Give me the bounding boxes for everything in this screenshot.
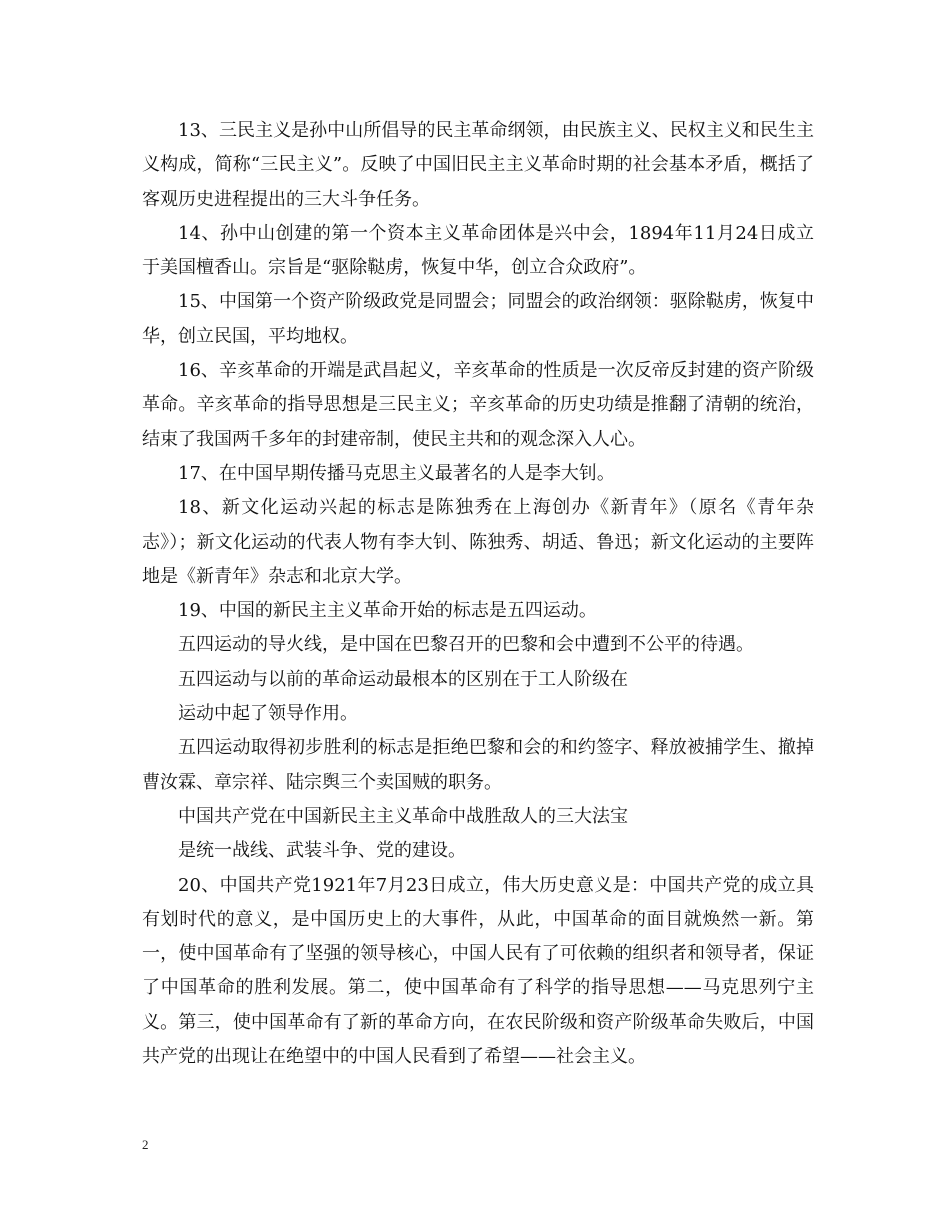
paragraph-18: 18、新文化运动兴起的标志是陈独秀在上海创办《新青年》（原名《青年杂志》）；新文化运动的代表人物有李大钊、陈独秀、胡适、鲁迅；新文化运动的主要阵地是《新青年》杂志和北京大学。 bbox=[142, 497, 814, 587]
paragraph-may-fourth-difference: 五四运动与以前的革命运动最根本的区别在于工人阶级在 bbox=[178, 668, 628, 690]
paragraph-may-fourth-victory: 五四运动取得初步胜利的标志是拒绝巴黎和会的和约签字、释放被捕学生、撤掉曹汝霖、章宗祥、陆宗舆三个卖国贼的职务。 bbox=[142, 737, 814, 793]
paragraph-16: 16、辛亥革命的开端是武昌起义，辛亥革命的性质是一次反帝反封建的资产阶级革命。辛亥革命的指导思想是三民主义；辛亥革命的历史功绩是推翻了清朝的统治，结束了我国两千多年的封建帝制，使民主共和的观念深入人心。 bbox=[142, 360, 814, 450]
paragraph-may-fourth-trigger: 五四运动的导火线，是中国在巴黎召开的巴黎和会中遭到不公平的待遇。 bbox=[178, 634, 754, 656]
paragraph-three-magic-weapons: 中国共产党在中国新民主主义革命中战胜敌人的三大法宝 bbox=[178, 805, 628, 827]
paragraph-20: 20、中国共产党1921年7月23日成立，伟大历史意义是：中国共产党的成立具有划时代的意义，是中国历史上的大事件，从此，中国革命的面目就焕然一新。第一，使中国革命有了坚强的领导核心，中国人民有了可依赖的组织者和领导者，保证了中国革命的胜利发展。第二，使中国革命有了科学的指导思想——马克思列宁主义。第三，使中国革命有了新的革命方向，在农民阶级和资产阶级革命失败后，中国共产党的出现让在绝望中的中国人民看到了希望——社会主义。 bbox=[142, 874, 814, 1068]
paragraph-14: 14、孙中山创建的第一个资本主义革命团体是兴中会，1894年11月24日成立于美国檀香山。宗旨是“驱除鞑虏，恢复中华，创立合众政府”。 bbox=[142, 222, 814, 279]
paragraph-15: 15、中国第一个资产阶级政党是同盟会；同盟会的政治纲领：驱除鞑虏，恢复中华，创立民国，平均地权。 bbox=[142, 291, 814, 347]
paragraph-13: 13、三民主义是孙中山所倡导的民主革命纲领，由民族主义、民权主义和民生主义构成，简称“三民主义”。反映了中国旧民主主义革命时期的社会基本矛盾，概括了客观历史进程提出的三大斗争任务。 bbox=[142, 120, 814, 210]
page-number: 2 bbox=[142, 1137, 149, 1152]
paragraph-17: 17、在中国早期传播马克思主义最著名的人是李大钊。 bbox=[178, 462, 615, 484]
document-body bbox=[142, 114, 814, 1074]
paragraph-may-fourth-leadership: 运动中起了领导作用。 bbox=[178, 703, 358, 725]
paragraph-three-magic-weapons-list: 是统一战线、武装斗争、党的建设。 bbox=[178, 840, 466, 862]
paragraph-19: 19、中国的新民主主义革命开始的标志是五四运动。 bbox=[178, 600, 597, 622]
